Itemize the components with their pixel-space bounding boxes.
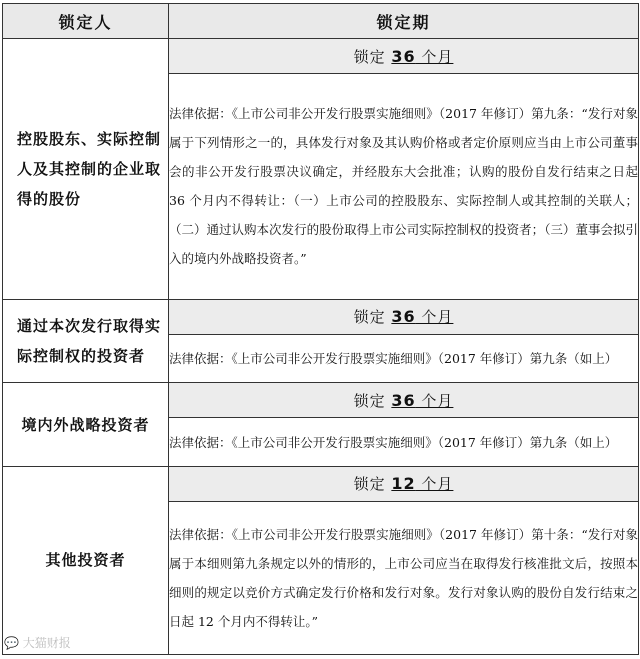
period-unit: 个月 xyxy=(415,308,454,327)
period-number: 36 xyxy=(391,307,416,327)
period-number: 36 xyxy=(391,390,416,410)
legal-basis-cell: 法律依据：《上市公司非公开发行股票实施细则》（2017 年修订）第十条：“发行对象属于本细则第九条规定以外的情形的，上市公司应当在取得发行核准批文后，按照本细则的规定以竞价方式确定发行价格和发行对象。发行对象认购的股份自发行结束之日起 12 个月内不得转让。” xyxy=(169,501,639,654)
table-row xyxy=(3,466,639,501)
legal-basis-cell: 法律依据：《上市公司非公开发行股票实施细则》（2017 年修订）第九条：“发行对象属于下列情形之一的，具体发行对象及其认购价格或者定价原则应当由上市公司董事会的非公开发行股票决议确定，并经股东大会批准；认购的股份自发行结束之日起 36 个月内不得转让：（一）上市公司的控股股东、实际控制人或其控制的关联人；（二）通过认购本次发行的股份取得上市公司实际控制权的投资者；（三）董事会拟引入的境内外战略投资者。” xyxy=(169,74,639,300)
legal-basis-cell: 法律依据：《上市公司非公开发行股票实施细则》（2017 年修订）第九条（如上） xyxy=(169,334,639,382)
holder-cell: 通过本次发行取得实际控制权的投资者 xyxy=(3,299,169,382)
period-unit: 个月 xyxy=(415,47,454,66)
holder-cell: 其他投资者 xyxy=(3,466,169,654)
table-row xyxy=(3,39,639,74)
watermark-text: 大猫财报 xyxy=(22,636,71,650)
watermark-logo xyxy=(4,634,71,651)
period-prefix: 锁定 xyxy=(353,475,392,494)
holder-header: 锁定人 xyxy=(3,4,169,39)
table-row xyxy=(3,299,639,334)
holder-cell: 境内外战略投资者 xyxy=(3,383,169,466)
lockup-table xyxy=(2,3,639,655)
period-number: 12 xyxy=(391,474,416,494)
legal-basis-cell: 法律依据：《上市公司非公开发行股票实施细则》（2017 年修订）第九条（如上） xyxy=(169,418,639,466)
period-number: 36 xyxy=(391,46,416,66)
period-cell xyxy=(169,466,639,501)
table-row xyxy=(3,383,639,418)
header-row xyxy=(3,4,639,39)
period-header: 锁定期 xyxy=(169,4,639,39)
holder-cell: 控股股东、实际控制人及其控制的企业取得的股份 xyxy=(3,39,169,300)
period-cell xyxy=(169,299,639,334)
period-cell xyxy=(169,39,639,74)
period-unit: 个月 xyxy=(415,475,454,494)
period-cell xyxy=(169,383,639,418)
period-prefix: 锁定 xyxy=(353,47,392,66)
period-prefix: 锁定 xyxy=(353,391,392,410)
chat-bubble-icon: 💬 xyxy=(4,636,19,650)
period-unit: 个月 xyxy=(415,391,454,410)
period-prefix: 锁定 xyxy=(353,308,392,327)
